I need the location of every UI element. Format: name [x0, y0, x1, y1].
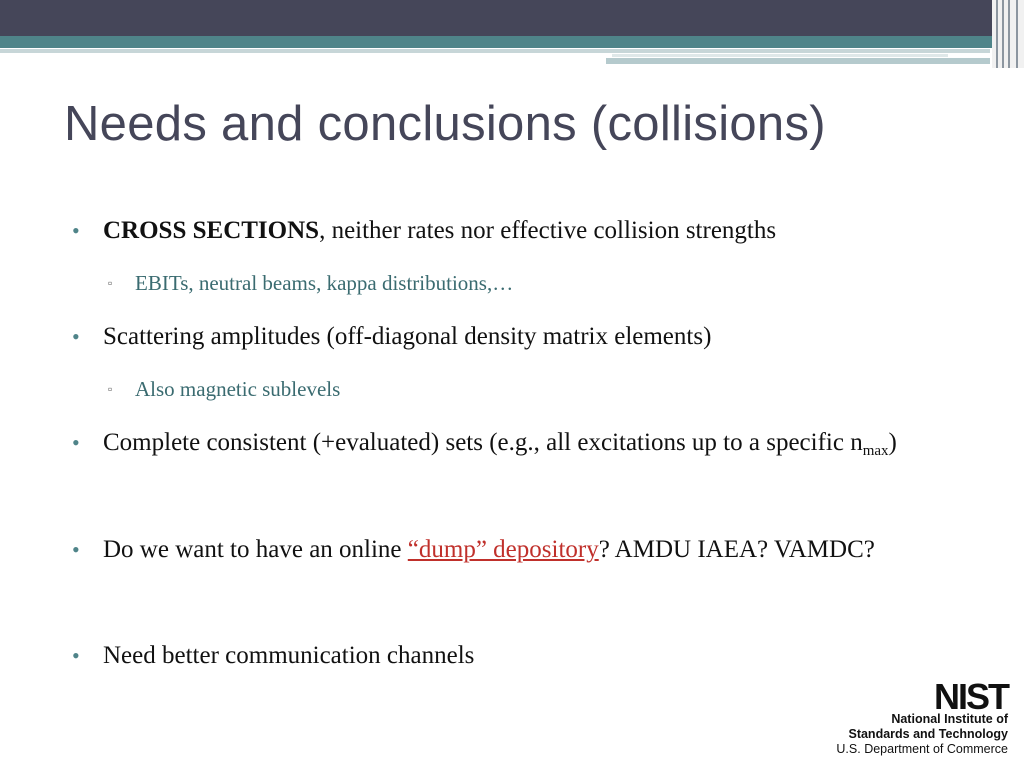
slide-title: Needs and conclusions (collisions)	[64, 97, 826, 151]
subbullet-marker: ▫	[108, 382, 113, 396]
bullet-text: Need better communication channels	[103, 642, 475, 669]
bullet-cross-sections	[72, 204, 962, 257]
bullet-complete-sets	[72, 416, 962, 469]
bullet-dot: •	[72, 324, 80, 349]
dump-depository-link[interactable]: “dump” depository	[407, 536, 599, 563]
subbullet-text: EBITs, neutral beams, kappa distributions,…	[135, 271, 514, 295]
bullet-text-end: ? AMDU IAEA? VAMDC?	[598, 536, 875, 563]
subbullet-text: Also magnetic sublevels	[135, 377, 341, 401]
bullet-online-depository	[72, 523, 962, 576]
bullet-text-end: )	[888, 429, 897, 456]
nist-logo-line1: National Institute of	[891, 712, 1008, 726]
bullet-text: , neither rates nor effective collision strengths	[319, 217, 777, 244]
subbullet-ebits	[108, 268, 908, 298]
nist-logo-line2: Standards and Technology	[848, 727, 1008, 741]
bullet-dot: •	[72, 643, 80, 668]
nist-logo-line3: U.S. Department of Commerce	[836, 742, 1008, 756]
subbullet-marker: ▫	[108, 276, 113, 290]
bullet-text: Scattering amplitudes (off-diagonal density matrix elements)	[103, 323, 712, 350]
nist-logo	[808, 676, 1008, 757]
bullet-dot: •	[72, 218, 80, 243]
bullet-dot: •	[72, 537, 80, 562]
bullet-scattering	[72, 310, 962, 363]
bullet-bold-text: CROSS SECTIONS	[103, 217, 320, 244]
subscript-max: max	[862, 443, 889, 459]
bullet-communication	[72, 629, 962, 682]
subbullet-magnetic	[108, 374, 908, 404]
bullet-text: Complete consistent (+evaluated) sets (e.g., all excitations up to a specific n	[103, 429, 863, 456]
bullet-dot: •	[72, 430, 80, 455]
bullet-text: Do we want to have an online	[103, 536, 408, 563]
nist-logo-mark: NIST	[933, 676, 1008, 717]
